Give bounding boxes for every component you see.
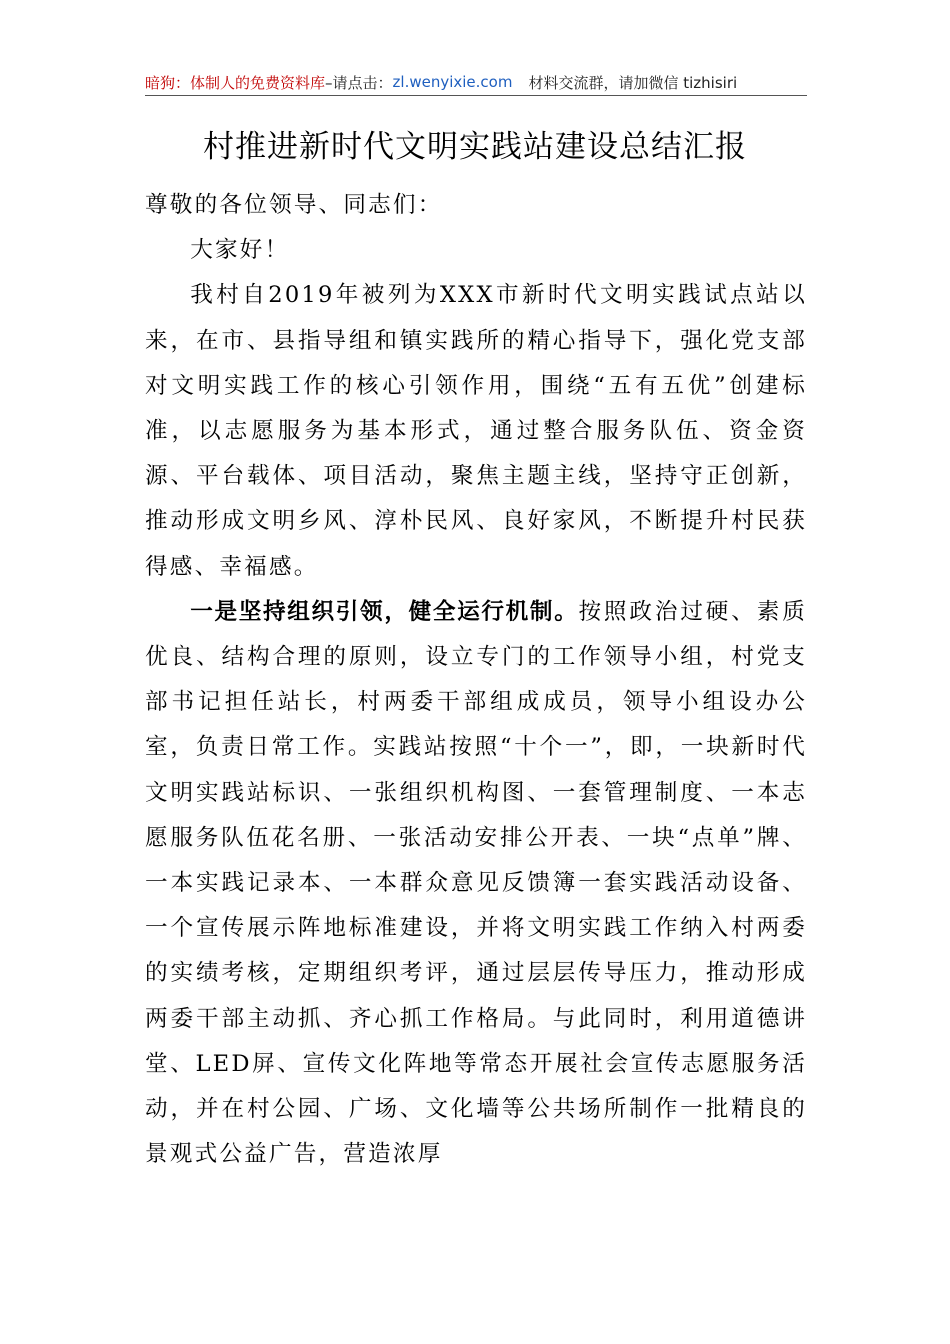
document-title: 村推进新时代文明实践站建设总结汇报 <box>203 129 747 165</box>
header-brand: 暗狗：体制人的免费资料库 <box>145 73 326 92</box>
greeting: 大家好！ <box>190 237 290 264</box>
section-1-heading: 一是坚持组织引领，健全运行机制。 <box>190 598 579 625</box>
document-body <box>145 183 807 1177</box>
header-click-prefix: –请点击： <box>325 73 393 92</box>
site-header <box>145 70 807 94</box>
header-url-link[interactable]: zl.wenyixie.com <box>392 73 513 91</box>
section-1-paragraph <box>145 590 807 1178</box>
salutation: 尊敬的各位领导、同志们： <box>145 192 443 218</box>
section-1-body: 按照政治过硬、素质优良、结构合理的原则，设立专门的工作领导小组，村党支部书记担任站长，村两委干部组成成员，领导小组设办公室，负责日常工作。实践站按照“十个一”，即，一块新时代文明实践站标识、一张组织机构图、一套管理制度、一本志愿服务队伍花名册、一张活动安排公开表、一块“点单”牌、一本实践记录本、一本群众意见反馈簿一套实践活动设备、一个宣传展示阵地标准建设，并将文明实践工作纳入村两委的实绩考核，定期组织考评，通过层层传导压力，推动形成两委干部主动抓、齐心抓工作格局。与此同时，利用道德讲堂、LED屏、宣传文化阵地等常态开展社会宣传志愿服务活动，并在村公园、广场、文化墙等公共场所制作一批精良的景观式公益广告，营造浓厚 <box>145 598 807 1168</box>
header-divider <box>145 95 807 96</box>
intro-paragraph: 我村自2019年被列为XXX市新时代文明实践试点站以来，在市、县指导组和镇实践所的精心指导下，强化党支部对文明实践工作的核心引领作用，围绕“五有五优”创建标准，以志愿服务为基本形式，通过整合服务队伍、资金资源、平台载体、项目活动，聚焦主题主线，坚持守正创新，推动形成文明乡风、淳朴民风、良好家风，不断提升村民获得感、幸福感。 <box>145 282 807 580</box>
header-wechat: 材料交流群，请加微信 tizhisiri <box>528 73 738 92</box>
